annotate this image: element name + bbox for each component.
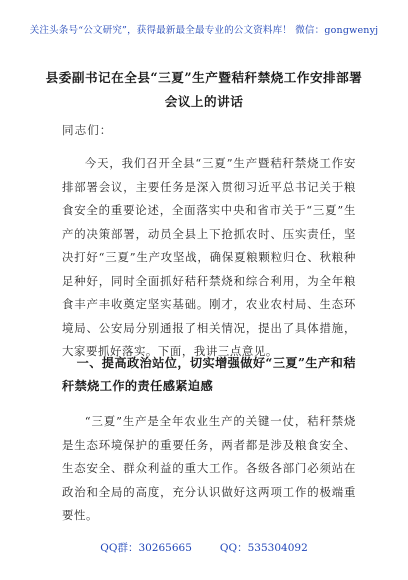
footer-qq: QQ：535304092 [219,542,308,554]
document-title: 县委副书记在全县“三夏”生产暨秸秆禁烧工作安排部署会议上的讲话 [45,70,363,109]
paragraph-intro: 今天，我们召开全县“三夏”生产暨秸秆禁烧工作安排部署会议，主要任务是深入贯彻习近平总书记关于粮食安全的重要论述，全面落实中央和省市关于“三夏”生产的决策部署，动员全县上下抢抓农时、压实责任，坚决打好“三夏”生产攻坚战，确保夏粮颗粒归仓、秋粮种足种好，同时全面抓好秸秆禁烧和综合利用，为全年粮食丰产丰收奠定坚实基础。刚才，农业农村局、生态环境局、公安局分别通报了相关情况，提出了具体措施，大家要抓好落实。下面，我讲三点意见。 [62,156,356,358]
footer-qq-group: QQ群：30265665 [100,542,192,554]
footer-contact [0,540,408,555]
top-banner: 关注头条号“公文研究”，获得最新最全最专业的公文资料库！ 微信：gongwenyj [29,25,379,36]
greeting: 同志们： [62,123,113,137]
section-heading-1: 一、提高政治站位，切实增强做好“三夏”生产和秸秆禁烧工作的责任感紧迫感 [62,356,356,393]
paragraph-section-1: “三夏”生产是全年农业生产的关键一仗，秸秆禁烧是生态环境保护的重要任务，两者都是涉及粮食安全、生态安全、群众利益的重大工作。各级各部门必须站在政治和全局的高度，充分认识做好这两项工作的极端重要性。 [62,414,356,522]
